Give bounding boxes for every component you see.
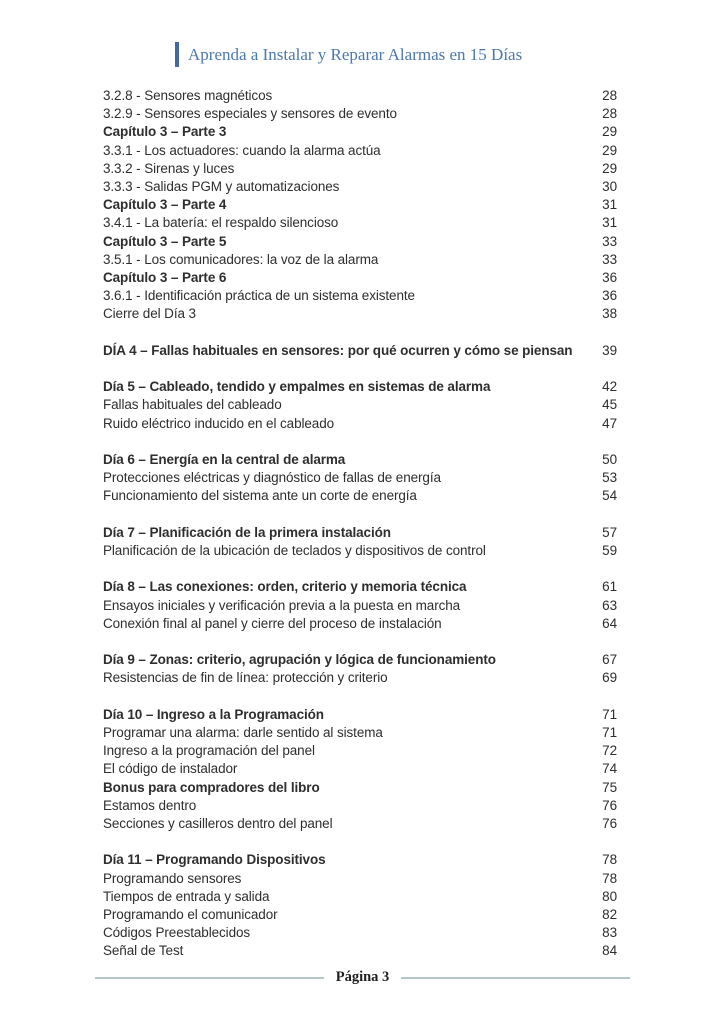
toc-entry-page: 76	[602, 816, 617, 832]
toc-entry-page: 71	[602, 725, 617, 740]
toc-row	[103, 760, 617, 778]
toc-row	[103, 706, 617, 724]
toc-row	[103, 487, 617, 505]
toc-row	[103, 888, 617, 906]
footer-rule-right	[401, 977, 630, 979]
toc-row	[103, 396, 617, 414]
toc-entry-page: 63	[602, 597, 617, 613]
toc-row	[103, 651, 617, 669]
toc-entry-label: Programando sensores	[103, 870, 242, 886]
toc-entry-label: Secciones y casilleros dentro del panel	[103, 816, 333, 832]
toc-entry-page: 57	[602, 524, 617, 540]
toc-entry-label: Resistencias de fin de línea: protección y criterio	[103, 670, 388, 686]
toc-row	[103, 451, 617, 469]
toc-entry-label: Protecciones eléctricas y diagnóstico de fallas de energía	[103, 470, 441, 486]
toc-row	[103, 287, 617, 305]
toc-entry-label: Cierre del Día 3	[103, 306, 196, 322]
toc-row	[103, 87, 617, 105]
toc-entry-page: 54	[602, 488, 617, 504]
toc-row	[103, 924, 617, 942]
toc-entry-page: 33	[602, 233, 617, 249]
toc-group	[103, 378, 617, 433]
toc-row	[103, 615, 617, 633]
toc-entry-page: 80	[602, 888, 617, 904]
toc-entry-page: 31	[602, 215, 617, 231]
toc-entry-label: Día 6 – Energía en la central de alarma	[103, 452, 346, 468]
toc-entry-label: 3.3.2 - Sirenas y luces	[103, 160, 235, 176]
toc-entry-page: 39	[602, 342, 617, 358]
toc-entry-page: 74	[602, 761, 617, 777]
toc-row	[103, 214, 617, 232]
toc-row	[103, 578, 617, 596]
toc-row	[103, 669, 617, 687]
toc-entry-label: Fallas habituales del cableado	[103, 397, 282, 413]
toc-entry-page: 47	[602, 415, 617, 431]
toc-entry-label: Capítulo 3 – Parte 5	[103, 233, 227, 249]
toc-entry-label: Día 9 – Zonas: criterio, agrupación y lógica de funcionamiento	[103, 652, 496, 668]
toc-group	[103, 851, 617, 960]
toc-entry-label: Día 8 – Las conexiones: orden, criterio y memoria técnica	[103, 579, 467, 595]
toc-entry-label: Señal de Test	[103, 943, 184, 959]
toc-entry-page: 53	[602, 470, 617, 486]
page-footer	[95, 969, 630, 986]
toc-entry-label: Ruido eléctrico inducido en el cableado	[103, 415, 335, 431]
toc-entry-label: Capítulo 3 – Parte 4	[103, 197, 227, 213]
toc-entry-page: 72	[602, 743, 617, 759]
toc-entry-page: 71	[602, 706, 617, 722]
page-header	[175, 42, 522, 67]
toc-group	[103, 524, 617, 560]
toc-entry-page: 28	[602, 106, 617, 122]
toc-entry-label: Día 11 – Programando Dispositivos	[103, 852, 326, 868]
toc-entry-label: 3.3.3 - Salidas PGM y automatizaciones	[103, 179, 340, 195]
toc-row	[103, 233, 617, 251]
toc-entry-page: 29	[602, 142, 617, 158]
toc-entry-page: 78	[602, 852, 617, 868]
toc-entry-page: 64	[602, 615, 617, 631]
header-accent-bar	[175, 42, 179, 67]
toc-row	[103, 779, 617, 797]
toc-row	[103, 469, 617, 487]
toc-entry-label: Funcionamiento del sistema ante un corte de energía	[103, 488, 417, 504]
toc-entry-page: 38	[602, 306, 617, 322]
toc-entry-label: El código de instalador	[103, 761, 238, 777]
toc-entry-label: Capítulo 3 – Parte 6	[103, 270, 227, 286]
toc-entry-page: 83	[602, 925, 617, 941]
toc-row	[103, 815, 617, 833]
toc-entry-label: Bonus para compradores del libro	[103, 779, 320, 795]
toc-entry-label: Día 7 – Planificación de la primera instalación	[103, 524, 391, 540]
toc-entry-page: 67	[602, 652, 617, 668]
toc-entry-label: Día 5 – Cableado, tendido y empalmes en sistemas de alarma	[103, 379, 491, 395]
toc-entry-page: 45	[602, 397, 617, 413]
toc-entry-label: 3.6.1 - Identificación práctica de un sistema existente	[103, 288, 415, 304]
toc-row	[103, 105, 617, 123]
toc-entry-label: Códigos Preestablecidos	[103, 925, 251, 941]
toc-entry-page: 36	[602, 270, 617, 286]
toc-entry-label: 3.5.1 - Los comunicadores: la voz de la alarma	[103, 251, 379, 267]
toc-entry-page: 61	[602, 579, 617, 595]
toc-entry-page: 50	[602, 452, 617, 468]
toc-entry-page: 84	[602, 943, 617, 959]
toc-row	[103, 742, 617, 760]
toc-group	[103, 706, 617, 833]
toc-entry-page: 29	[602, 160, 617, 176]
toc-entry-label: 3.3.1 - Los actuadores: cuando la alarma actúa	[103, 142, 381, 158]
toc-entry-label: Día 10 – Ingreso a la Programación	[103, 706, 324, 722]
toc-entry-label: Tiempos de entrada y salida	[103, 888, 270, 904]
toc-entry-label: Programando el comunicador	[103, 907, 278, 923]
toc-entry-label: Estamos dentro	[103, 797, 197, 813]
toc-entry-page: 36	[602, 288, 617, 304]
toc-entry-page: 30	[602, 179, 617, 195]
toc-row	[103, 196, 617, 214]
toc-group	[103, 578, 617, 633]
toc-row	[103, 942, 617, 960]
toc-entry-page: 29	[602, 124, 617, 140]
toc-group	[103, 342, 617, 360]
toc-entry-page: 69	[602, 670, 617, 686]
toc-row	[103, 851, 617, 869]
toc-group	[103, 451, 617, 506]
table-of-contents	[103, 87, 617, 961]
toc-entry-page: 75	[602, 779, 617, 795]
toc-entry-page: 31	[602, 197, 617, 213]
toc-entry-label: Ensayos iniciales y verificación previa a la puesta en marcha	[103, 597, 461, 613]
footer-rule-left	[95, 977, 324, 979]
toc-entry-label: 3.2.8 - Sensores magnéticos	[103, 88, 273, 103]
toc-row	[103, 870, 617, 888]
toc-row	[103, 415, 617, 433]
toc-entry-label: Planificación de la ubicación de teclados y dispositivos de control	[103, 543, 486, 559]
toc-row	[103, 542, 617, 560]
toc-entry-page: 42	[602, 379, 617, 395]
toc-row	[103, 178, 617, 196]
toc-row	[103, 524, 617, 542]
toc-group	[103, 651, 617, 687]
toc-entry-label: 3.4.1 - La batería: el respaldo silencioso	[103, 215, 339, 231]
toc-row	[103, 269, 617, 287]
toc-entry-page: 28	[602, 88, 617, 103]
toc-row	[103, 160, 617, 178]
toc-entry-label: Conexión final al panel y cierre del proceso de instalación	[103, 615, 442, 631]
toc-entry-label: DÍA 4 – Fallas habituales en sensores: por qué ocurren y cómo se piensan	[103, 342, 573, 358]
toc-row	[103, 342, 617, 360]
toc-row	[103, 597, 617, 615]
toc-row	[103, 724, 617, 742]
toc-entry-label: Capítulo 3 – Parte 3	[103, 124, 227, 140]
toc-row	[103, 123, 617, 141]
toc-entry-label: Ingreso a la programación del panel	[103, 743, 315, 759]
toc-row	[103, 142, 617, 160]
toc-entry-page: 78	[602, 870, 617, 886]
page-title: Aprenda a Instalar y Reparar Alarmas en 15 Días	[188, 45, 523, 64]
toc-entry-page: 59	[602, 543, 617, 559]
toc-row	[103, 378, 617, 396]
page-number-label: Página 3	[335, 969, 390, 985]
toc-entry-label: 3.2.9 - Sensores especiales y sensores de evento	[103, 106, 397, 122]
toc-group	[103, 87, 617, 324]
toc-entry-label: Programar una alarma: darle sentido al sistema	[103, 725, 383, 740]
toc-entry-page: 76	[602, 797, 617, 813]
toc-entry-page: 82	[602, 907, 617, 923]
toc-entry-page: 33	[602, 251, 617, 267]
toc-row	[103, 906, 617, 924]
toc-row	[103, 797, 617, 815]
toc-row	[103, 251, 617, 269]
toc-row	[103, 305, 617, 323]
